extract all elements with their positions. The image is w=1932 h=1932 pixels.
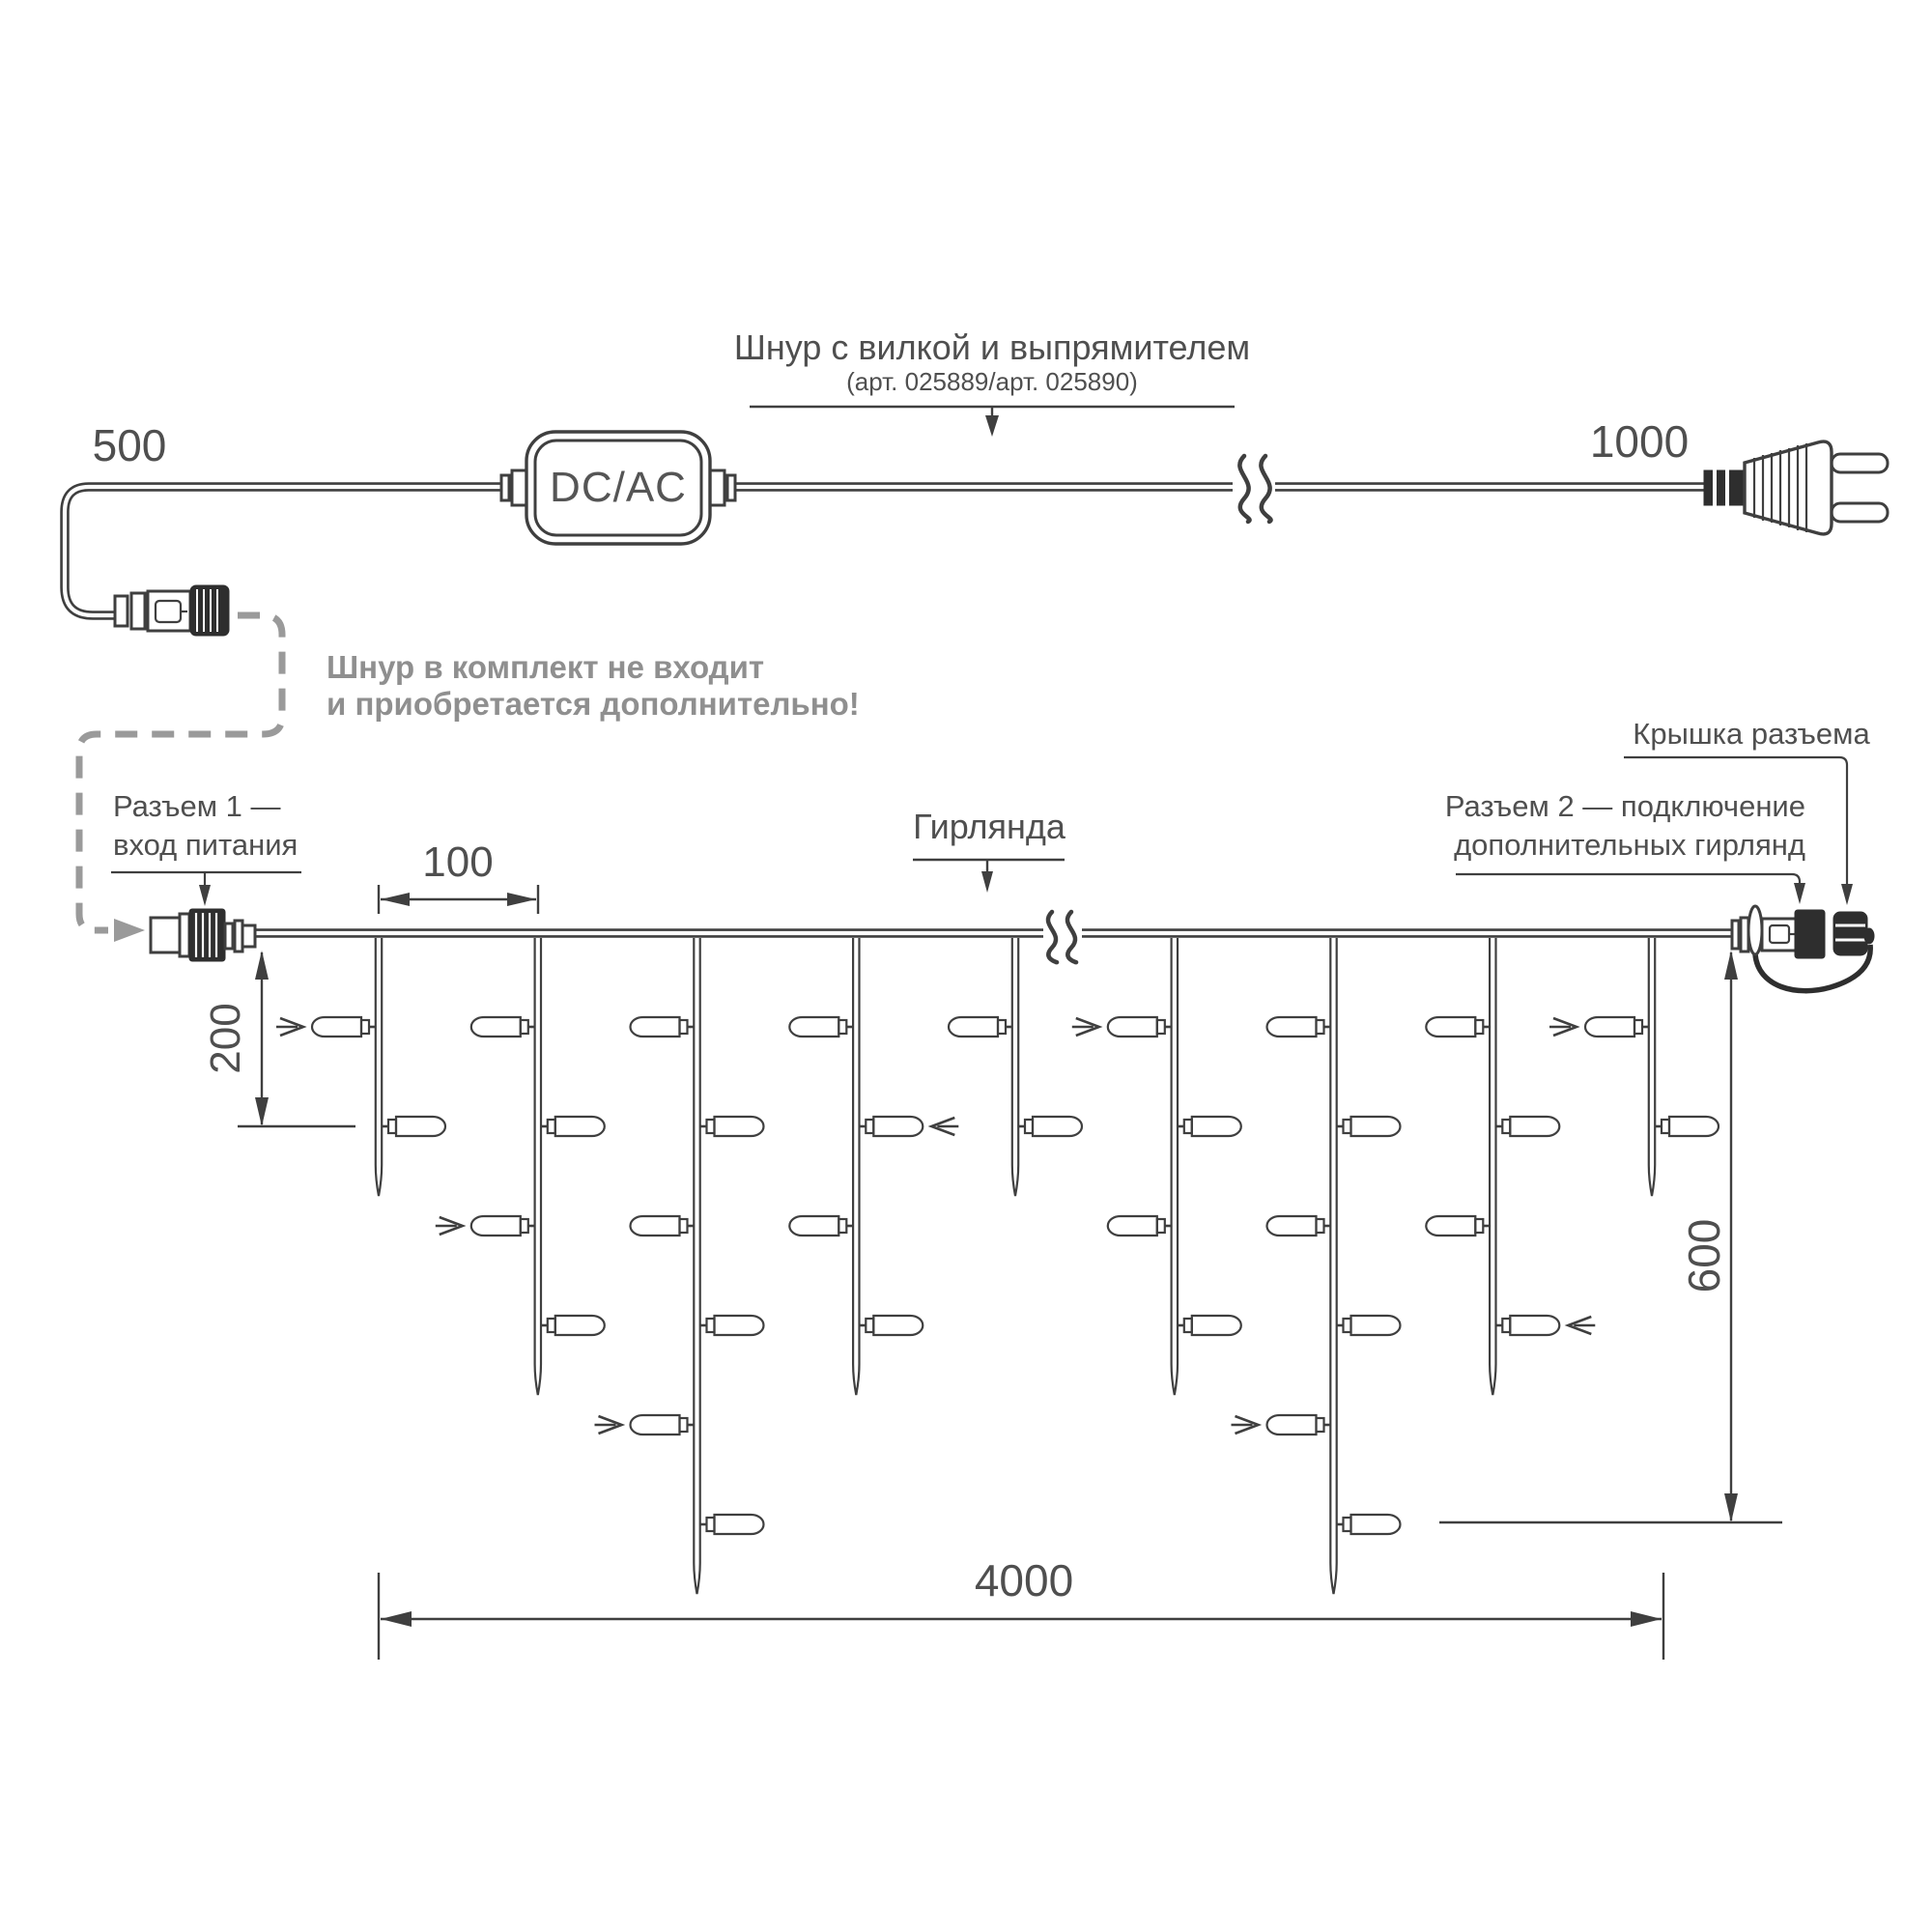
garland-callout-label: Гирлянда — [913, 807, 1065, 846]
dim-100-label: 100 — [422, 838, 494, 886]
not-included-note-line1: Шнур в комплект не входит — [327, 649, 765, 685]
connector1-callout-line1: Разъем 1 — — [113, 789, 281, 823]
connector2-callout-line1: Разъем 2 — подключение — [1444, 789, 1805, 823]
connector2-socket — [1795, 910, 1825, 958]
box-left-nipple — [501, 475, 509, 500]
converter-label: DC/AC — [550, 464, 687, 511]
garland-break-icon — [1043, 912, 1082, 962]
tether-ring — [1748, 906, 1762, 954]
dim-500-label: 500 — [92, 420, 167, 470]
cord-break-icon — [1233, 452, 1275, 522]
cord-callout-line1: Шнур с вилкой и выпрямителем — [733, 327, 1251, 367]
dim-600-label: 600 — [1679, 1218, 1729, 1293]
dc-ac-converter — [501, 432, 735, 544]
plug-coupler — [1704, 470, 1745, 505]
connector1-callout-line2: вход питания — [113, 828, 298, 862]
dim-200-label: 200 — [202, 1003, 249, 1074]
plug-prong-bottom — [1832, 503, 1888, 522]
dim-1000-label: 1000 — [1589, 416, 1690, 467]
cord-callout-line2: (арт. 025889/арт. 025890) — [846, 367, 1138, 396]
box-right-nipple-plate — [710, 470, 724, 505]
cap-callout-label: Крышка разъема — [1633, 717, 1870, 751]
cord-connector-icon — [115, 585, 229, 636]
box-right-nipple — [727, 475, 735, 500]
plug-prong-top — [1832, 454, 1888, 472]
not-included-note-line2: и приобретается дополнительно! — [327, 686, 860, 722]
box-left-nipple-plate — [512, 470, 526, 505]
connector2-callout-line2: дополнительных гирлянд — [1454, 828, 1805, 862]
dim-4000-label: 4000 — [974, 1555, 1074, 1605]
connector-cap — [1833, 912, 1867, 955]
